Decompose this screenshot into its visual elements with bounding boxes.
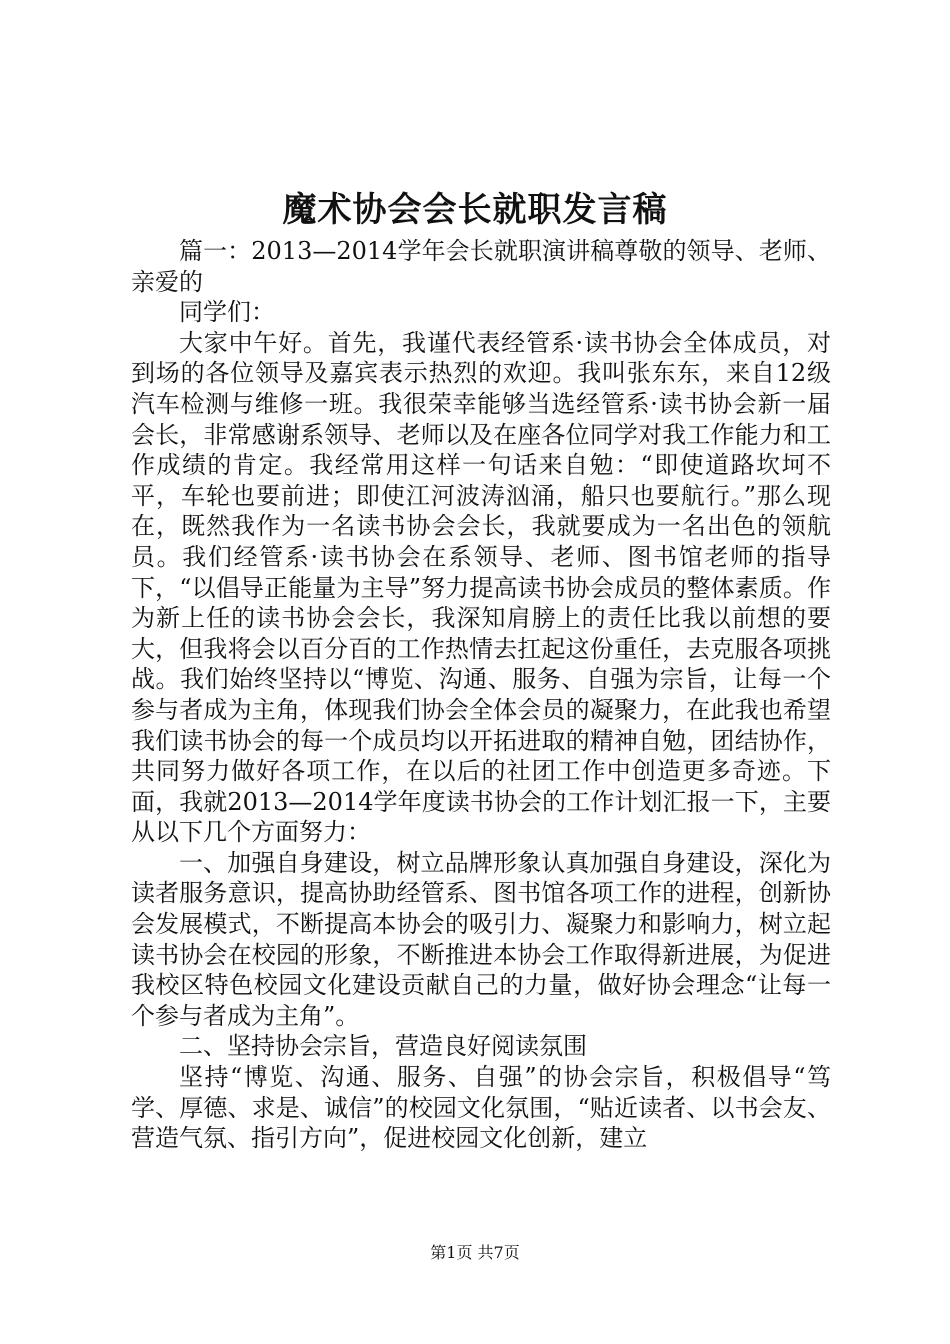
paragraph-intro: 篇一：2013—2014学年会长就职演讲稿尊敬的领导、老师、亲爱的: [131, 237, 831, 296]
paragraph-section-one: 一、加强自身建设，树立品牌形象认真加强自身建设，深化为读者服务意识，提高协助经管系、图书馆各项工作的进程，创新协会发展模式，不断提高本协会的吸引力、凝聚力和影响力，树立起读书协会在校园的形象，不断推进本协会工作取得新进展，为促进我校区特色校园文化建设贡献自己的力量，做好协会理念“让每一个参与者成为主角”。: [131, 848, 831, 1030]
paragraph-salutation: 同学们：: [179, 298, 275, 327]
paragraph-main: 大家中午好。首先，我谨代表经管系·读书协会全体成员，对到场的各位领导及嘉宾表示热烈的欢迎。我叫张东东，来自12级汽车检测与维修一班。我很荣幸能够当选经管系·读书协会新一届会长，非常感谢系领导、老师以及在座各位同学对我工作能力和工作成绩的肯定。我经常用这样一句话来自勉：“即使道路坎坷不平，车轮也要前进；即使江河波涛汹涌，船只也要航行。”那么现在，既然我作为一名读书协会会长，我就要成为一名出色的领航员。我们经管系·读书协会在系领导、老师、图书馆老师的指导下，“以倡导正能量为主导”努力提高读书协会成员的整体素质。作为新上任的读书协会会长，我深知肩膀上的责任比我以前想的要大，但我将会以百分百的工作热情去扛起这份重任，去克服各项挑战。我们始终坚持以“博览、沟通、服务、自强为宗旨，让每一个参与者成为主角，体现我们协会全体会员的凝聚力，在此我也希望我们读书协会的每一个成员均以开拓进取的精神自勉，团结协作，共同努力做好各项工作，在以后的社团工作中创造更多奇迹。下面，我就2013—2014学年度读书协会的工作计划汇报一下，主要从以下几个方面努力：: [131, 328, 831, 847]
page-number-footer: 第1页 共7页: [430, 1243, 520, 1262]
document-body: [131, 236, 831, 1154]
paragraph-section-two: 坚持“博览、沟通、服务、自强”的协会宗旨，积极倡导“笃学、厚德、求是、诚信”的校园文化氛围，“贴近读者、以书会友、营造气氛、指引方向”，促进校园文化创新，建立: [131, 1063, 831, 1153]
document-title: 魔术协会会长就职发言稿: [282, 190, 668, 230]
paragraph-section-two-heading: 二、坚持协会宗旨，营造良好阅读氛围: [179, 1032, 587, 1061]
